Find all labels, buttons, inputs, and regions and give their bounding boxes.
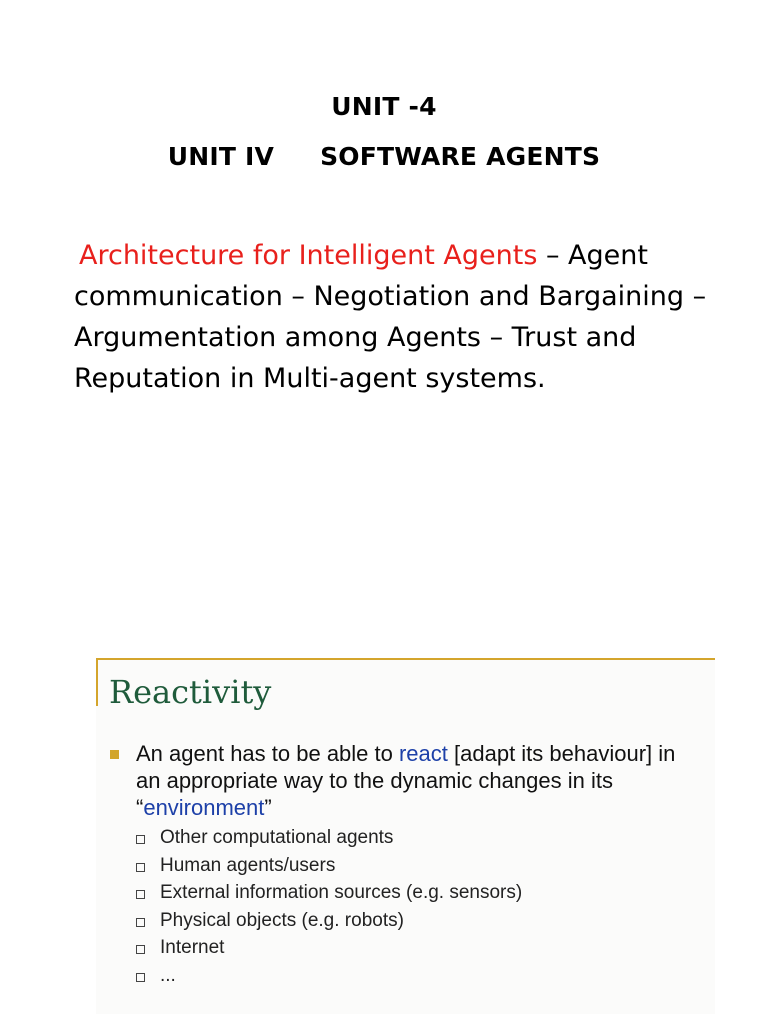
slide-title: Reactivity (109, 673, 272, 711)
hollow-square-bullet-icon (136, 890, 145, 899)
list-item (136, 934, 522, 962)
unit-label: UNIT IV (167, 142, 275, 171)
unit-title-heading (0, 142, 768, 171)
list-item (136, 852, 522, 880)
slide-left-rule (96, 658, 98, 706)
bullet-text-part: An agent has to be able to (136, 741, 399, 766)
embedded-slide (96, 658, 715, 1014)
list-item (136, 824, 522, 852)
slide-top-rule (96, 658, 715, 660)
list-item-text: External information sources (e.g. sensors) (160, 882, 523, 904)
list-item-text: Other computational agents (160, 827, 394, 848)
list-item-text: Physical objects (e.g. robots) (160, 909, 404, 931)
slide-main-bullet (110, 740, 700, 821)
react-term: react (398, 741, 448, 766)
square-bullet-icon (110, 750, 119, 759)
hollow-square-bullet-icon (136, 863, 145, 872)
list-item-text: Human agents/users (160, 854, 336, 876)
bullet-text-part: ” (264, 795, 272, 820)
highlighted-topic: Architecture for Intelligent Agents (79, 240, 538, 271)
main-bullet-text (136, 740, 700, 821)
list-item (136, 907, 522, 935)
unit-topics (74, 235, 724, 399)
unit-number-heading: UNIT -4 (331, 92, 437, 121)
hollow-square-bullet-icon (136, 918, 145, 927)
list-item (136, 962, 522, 990)
list-item-text: ... (160, 964, 176, 986)
hollow-square-bullet-icon (136, 973, 145, 982)
list-item (136, 879, 522, 907)
list-item-text: Internet (160, 937, 225, 959)
environment-examples-list (136, 824, 522, 990)
environment-term: environment (143, 795, 265, 820)
topics-text: – Agent communication – Negotiation and Bargaining – Argumentation among Agents – Trust and Reputation in Multi-agent systems. (74, 240, 707, 394)
bullet-text-part: [adapt its behaviour] in an appropriate way to the dynamic changes in its “ (136, 741, 676, 820)
hollow-square-bullet-icon (136, 835, 145, 844)
hollow-square-bullet-icon (136, 945, 145, 954)
unit-subject: SOFTWARE AGENTS (320, 142, 601, 171)
